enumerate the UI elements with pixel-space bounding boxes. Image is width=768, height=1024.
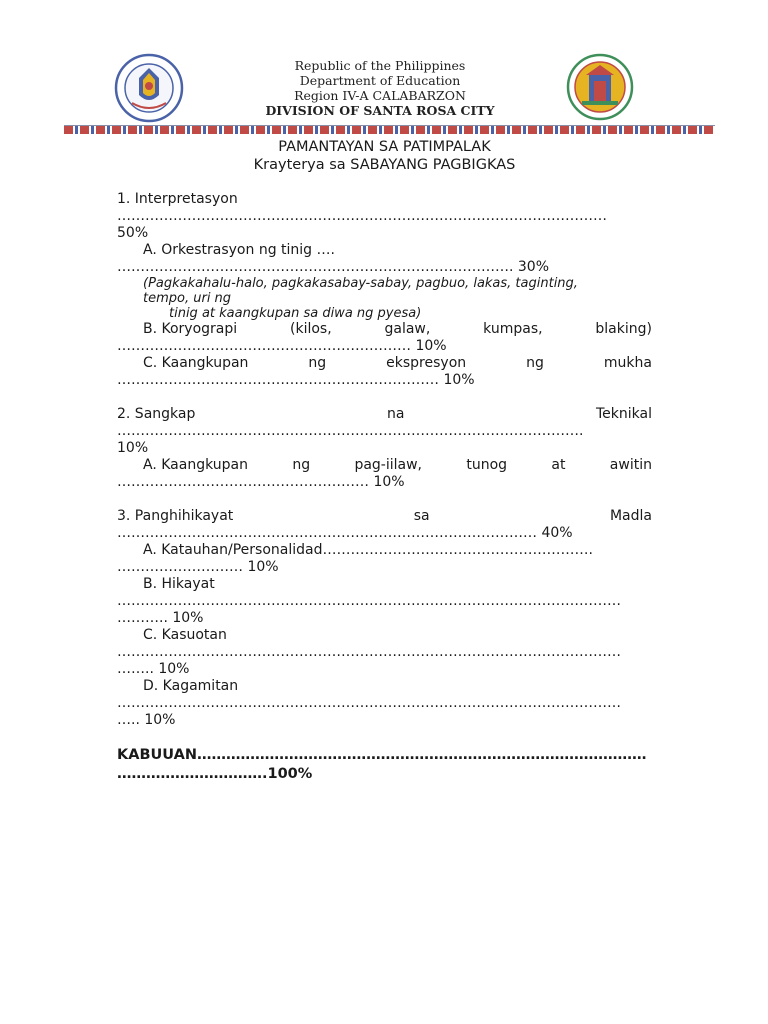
header-divider (64, 125, 715, 134)
spacer (117, 491, 652, 508)
word: ekspresyon (386, 355, 467, 371)
section-2-dots: ………………………………………………………………………………………. (117, 423, 584, 439)
criterion-2a-label (117, 457, 652, 474)
criterion-3a-score: ……………………… 10% (117, 559, 279, 575)
word: tunog (466, 457, 508, 473)
word: Madla (609, 508, 652, 524)
criterion-1a-score: …………………………………………………………………………. 30% (117, 259, 550, 275)
section-2-heading (117, 406, 652, 423)
criterion-3d-score: ….. 10% (117, 712, 176, 728)
criteria-document (117, 138, 652, 784)
document-subtitle: Krayterya sa SABAYANG PAGBIGKAS (253, 157, 516, 173)
department-line: Department of Education (299, 73, 461, 88)
criterion-1c-score: …………………………………………………………… 10% (117, 372, 475, 388)
section-3-heading (117, 508, 652, 525)
word: mukha (603, 355, 652, 371)
word: 2. Sangkap (117, 406, 196, 422)
word: sa (413, 508, 430, 524)
word: ng (308, 355, 327, 371)
note-text: (Pagkakahalu-halo, pagkakasabay-sabay, pagbuo, lakas, taginting, (143, 276, 578, 291)
division-seal-icon (566, 53, 634, 121)
letterhead-text (214, 58, 546, 118)
criterion-1b-label (117, 321, 652, 338)
word: at (551, 457, 566, 473)
word: blaking) (595, 321, 652, 337)
section-1-heading: 1. Interpretasyon (117, 191, 238, 207)
region-line: Region IV-A CALABARZON (294, 88, 466, 103)
spacer (117, 729, 652, 746)
word: B. Koryograpi (143, 321, 238, 337)
word: 3. Panghihikayat (117, 508, 234, 524)
criterion-1c-label (117, 355, 652, 372)
word: ng (292, 457, 311, 473)
section-1-percent: 50% (117, 225, 149, 241)
word: ng (526, 355, 544, 371)
criterion-3b-score: ……….. 10% (117, 610, 204, 626)
letterhead (64, 52, 714, 124)
document-title: PAMANTAYAN SA PATIMPALAK (278, 139, 491, 155)
criterion-1a-note-line3: tinig at kaangkupan sa diwa ng pyesa) (169, 306, 422, 321)
criterion-3c-label: C. Kasuotan (143, 627, 227, 643)
criterion-2a-score: ……………………………………………… 10% (117, 474, 405, 490)
criterion-3c-score: …….. 10% (117, 661, 190, 677)
criterion-1b-score: ……………………………………………………… 10% (117, 338, 447, 354)
criterion-3a-label: A. Katauhan/Personalidad…………………………………………………. (143, 542, 593, 558)
section-2-percent: 10% (117, 440, 149, 456)
section-1-dots: …………………………………………………………………………………………… (117, 208, 607, 224)
word: A. Kaangkupan (143, 457, 248, 473)
criterion-3b-dots: ……………………………………………………………………………………………… (117, 593, 621, 609)
deped-seal-icon (114, 53, 184, 123)
word: na (386, 406, 405, 422)
section-3-score: ……………………………………………………………………………… 40% (117, 525, 573, 541)
word: (kilos, (290, 321, 332, 337)
word: awitin (609, 457, 652, 473)
republic-line: Republic of the Philippines (294, 58, 466, 73)
division-line: DIVISION OF SANTA ROSA CITY (265, 103, 495, 118)
word: Teknikal (595, 406, 652, 422)
criterion-1a-note-line2: tempo, uri ng (143, 291, 232, 306)
spacer (117, 174, 652, 191)
criterion-1a-label: A. Orkestrasyon ng tinig …. (143, 242, 335, 258)
word: pag-iilaw, (354, 457, 422, 473)
word: galaw, (384, 321, 431, 337)
word: C. Kaangkupan (143, 355, 249, 371)
criterion-3d-label: D. Kagamitan (143, 678, 239, 694)
criterion-3c-dots: ……………………………………………………………………………………………… (117, 644, 621, 660)
total-score: ………………………….100% (117, 766, 313, 782)
criterion-3b-label: B. Hikayat (143, 576, 215, 592)
criterion-3d-dots: ……………………………………………………………………………………………… (117, 695, 621, 711)
word: kumpas, (483, 321, 543, 337)
spacer (117, 389, 652, 406)
total-label: KABUUAN………………………………………………………………………………… (117, 747, 647, 763)
criterion-1a-note-line1 (117, 276, 652, 291)
